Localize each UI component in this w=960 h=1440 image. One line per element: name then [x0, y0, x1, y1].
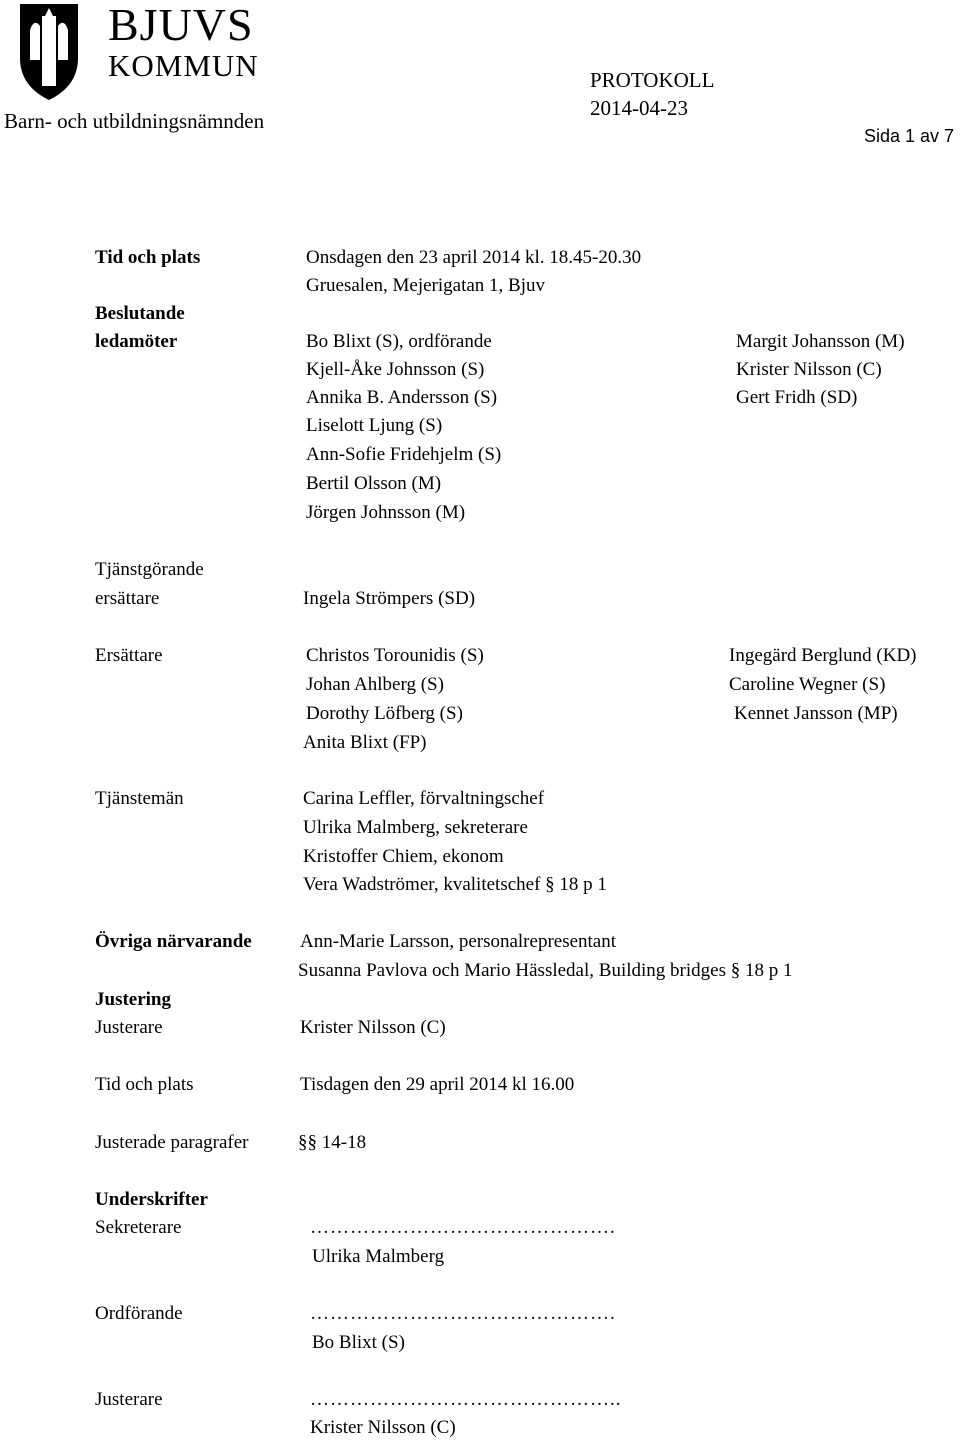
other-present-entry: Susanna Pavlova och Mario Hässledal, Building bridges § 18 p 1 — [298, 960, 793, 981]
member-name: Kjell-Åke Johnsson (S) — [306, 359, 485, 380]
serving-substitutes-label-line2: ersättare — [95, 588, 160, 609]
substitute-name: Ingegärd Berglund (KD) — [729, 645, 917, 666]
committee-name: Barn- och utbildningsnämnden — [4, 109, 265, 133]
substitute-name: Johan Ahlberg (S) — [306, 674, 444, 695]
signatures-heading: Underskrifter — [95, 1189, 208, 1210]
adjusted-paragraphs-value: §§ 14-18 — [298, 1132, 367, 1153]
members-label-line1: Beslutande — [95, 303, 185, 324]
substitute-name: Christos Torounidis (S) — [306, 645, 484, 666]
substitute-name: Dorothy Löfberg (S) — [306, 703, 463, 724]
substitute-name: Caroline Wegner (S) — [729, 674, 886, 695]
substitute-name: Anita Blixt (FP) — [303, 732, 427, 753]
signatory-name: Krister Nilsson (C) — [310, 1417, 456, 1438]
member-name: Margit Johansson (M) — [736, 331, 905, 352]
substitutes-label: Ersättare — [95, 645, 163, 666]
time-place-label: Tid och plats — [95, 247, 201, 268]
others-present-label: Övriga närvarande — [95, 931, 252, 952]
serving-substitute-name: Ingela Strömpers (SD) — [303, 588, 476, 609]
official-entry: Vera Wadströmer, kvalitetschef § 18 p 1 — [303, 874, 607, 895]
page-number: Sida 1 av 7 — [864, 126, 955, 146]
signature-line: ……………………………………….. — [310, 1389, 622, 1410]
serving-substitutes-label-line1: Tjänstgörande — [95, 559, 204, 580]
substitute-name: Kennet Jansson (MP) — [734, 703, 898, 724]
adjuster-label: Justerare — [95, 1017, 163, 1038]
member-name: Liselott Ljung (S) — [306, 415, 443, 436]
adjustment-time-value: Tisdagen den 29 april 2014 kl 16.00 — [300, 1074, 575, 1095]
member-name: Bo Blixt (S), ordförande — [306, 331, 492, 352]
member-name: Gert Fridh (SD) — [736, 387, 858, 408]
meeting-date-time: Onsdagen den 23 april 2014 kl. 18.45-20.30 — [306, 247, 642, 268]
municipality-logo — [0, 0, 280, 105]
document-date: 2014-04-23 — [590, 96, 688, 120]
other-present-entry: Ann-Marie Larsson, personalrepresentant — [300, 931, 617, 952]
signature-line: ………………………………………. — [310, 1217, 616, 1238]
coat-of-arms-icon — [0, 0, 100, 104]
member-name: Annika B. Andersson (S) — [306, 387, 498, 408]
signatory-name: Ulrika Malmberg — [312, 1246, 445, 1267]
adjustment-time-label: Tid och plats — [95, 1074, 194, 1095]
member-name: Jörgen Johnsson (M) — [306, 502, 466, 523]
adjusted-paragraphs-label: Justerade paragrafer — [95, 1132, 249, 1153]
officials-label: Tjänstemän — [95, 788, 184, 809]
official-entry: Carina Leffler, förvaltningschef — [303, 788, 545, 809]
signature-line: ………………………………………. — [310, 1303, 616, 1324]
signature-role-label: Ordförande — [95, 1303, 183, 1324]
document-type: PROTOKOLL — [590, 68, 715, 92]
members-label-line2: ledamöter — [95, 331, 178, 352]
member-name: Bertil Olsson (M) — [306, 473, 442, 494]
logo-wordmark-line1: BJUVS — [108, 0, 254, 50]
logo-wordmark-line2: KOMMUN — [108, 48, 259, 83]
adjustment-heading: Justering — [95, 989, 171, 1010]
signature-role-label: Sekreterare — [95, 1217, 182, 1238]
member-name: Ann-Sofie Fridehjelm (S) — [306, 444, 502, 465]
member-name: Krister Nilsson (C) — [736, 359, 882, 380]
meeting-location: Gruesalen, Mejerigatan 1, Bjuv — [306, 275, 546, 296]
signatory-name: Bo Blixt (S) — [312, 1332, 405, 1353]
official-entry: Kristoffer Chiem, ekonom — [303, 846, 504, 867]
official-entry: Ulrika Malmberg, sekreterare — [303, 817, 528, 838]
adjuster-name: Krister Nilsson (C) — [300, 1017, 446, 1038]
signature-role-label: Justerare — [95, 1389, 163, 1410]
